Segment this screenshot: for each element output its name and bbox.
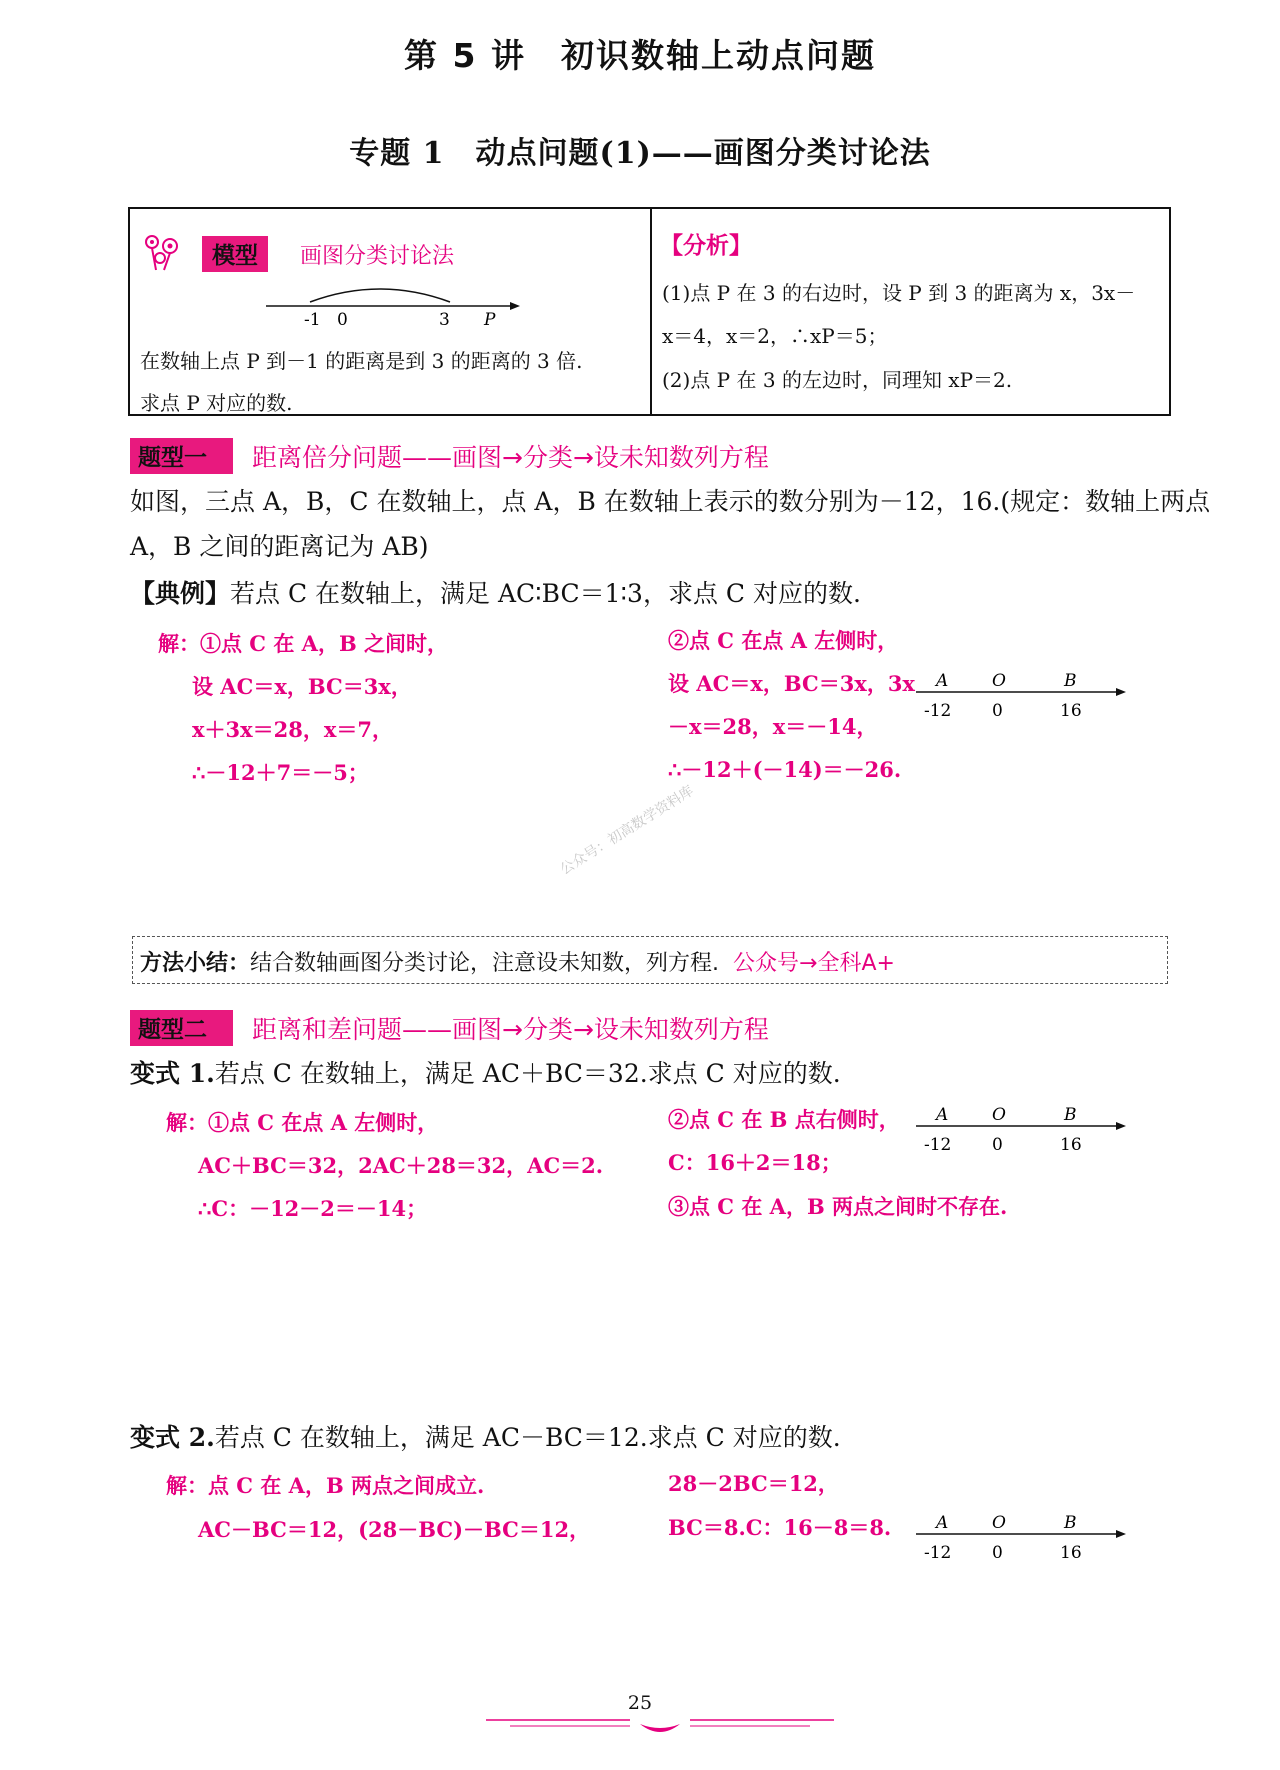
analysis-line-2: x＝4，x＝2，∴xP＝5； [662,324,888,348]
number-axis-1 [912,666,1132,726]
axis3-value-b: 16 [1060,1543,1082,1563]
type1-sol-left-3: x＋3x＝28，x＝7， [192,717,394,742]
axis3-point-o: O [992,1513,1006,1533]
axis1-point-o: O [992,671,1006,691]
type1-sol-left-2: 设 AC＝x，BC＝3x， [192,674,412,699]
analysis-line-1: (1)点 P 在 3 的右边时，设 P 到 3 的距离为 x，3x－ [662,281,1136,305]
axis2-value-o: 0 [992,1135,1003,1155]
method-summary [140,946,895,977]
v1-right-1: ②点 C 在 B 点右侧时， [668,1107,900,1132]
type1-sol-right-2: 设 AC＝x，BC＝3x，3x [668,671,915,696]
model-tick-3: 3 [439,310,450,328]
type1-tag: 题型一 [130,438,233,474]
axis3-value-o: 0 [992,1543,1003,1563]
example-text: 若点 C 在数轴上，满足 AC∶BC＝1∶3，求点 C 对应的数. [230,579,861,608]
method-label: 方法小结： [140,951,251,976]
variant1-text: 若点 C 在数轴上，满足 AC＋BC＝32.求点 C 对应的数. [214,1059,841,1088]
topic-title: 专题 1 动点问题(1)——画图分类讨论法 [349,136,931,171]
number-axis-2 [912,1100,1132,1160]
variant1 [130,1054,841,1090]
model-tag: 模型 [202,236,268,272]
analysis-title: 【分析】 [660,233,752,259]
axis2-point-o: O [992,1105,1006,1125]
variant1-label: 变式 1. [130,1059,215,1088]
model-point-p: P [484,310,496,328]
v1-right-2: C：16＋2＝18； [668,1150,842,1175]
analysis-line-3: (2)点 P 在 3 的左边时，同理知 xP＝2. [662,368,1013,392]
box-divider [650,207,652,416]
axis1-value-a: -12 [924,701,952,721]
type1-sol-right-1: ②点 C 在点 A 左侧时， [668,628,899,653]
axis1-point-a: A [936,671,949,691]
axis3-point-a: A [936,1513,949,1533]
v2-left-2: AC－BC＝12，(28－BC)－BC＝12， [198,1517,591,1542]
type1-sol-left-4: ∴－12＋7＝－5； [192,760,369,785]
method-text: 结合数轴画图分类讨论，注意设未知数，列方程. [250,951,720,976]
type2-title: 距离和差问题——画图→分类→设未知数列方程 [252,1015,769,1044]
v2-left-1: 解：点 C 在 A，B 两点之间成立. [166,1473,485,1498]
model-problem-line-2: 求点 P 对应的数. [140,391,293,415]
type1-sol-right-3: －x＝28，x＝－14， [668,714,878,739]
axis1-point-b: B [1064,671,1077,691]
axis2-point-a: A [936,1105,949,1125]
type1-sol-right-4: ∴－12＋(－14)＝－26. [668,757,902,782]
example-label: 【典例】 [130,579,231,608]
variant2 [130,1418,841,1454]
v1-left-1: 解：①点 C 在点 A 左侧时， [166,1110,439,1135]
type1-intro-line-1: 如图，三点 A，B，C 在数轴上，点 A，B 在数轴上表示的数分别为－12，16.(规定：数轴上两点 [130,487,1211,516]
axis3-point-b: B [1064,1513,1077,1533]
v1-left-3: ∴C：－12－2＝－14； [198,1196,428,1221]
model-problem-line-1: 在数轴上点 P 到－1 的距离是到 3 的距离的 3 倍. [140,349,583,373]
type1-title: 距离倍分问题——画图→分类→设未知数列方程 [252,443,769,472]
method-note: 公众号→全科A+ [733,951,895,976]
type1-sol-left-1: 解：①点 C 在 A，B 之间时， [158,631,449,656]
model-numberline [262,282,522,328]
type1-example [130,574,861,610]
v1-left-2: AC＋BC＝32，2AC＋28＝32，AC＝2. [198,1153,604,1178]
axis3-value-a: -12 [924,1543,952,1563]
variant2-label: 变式 2. [130,1423,215,1452]
axis2-value-a: -12 [924,1135,952,1155]
model-name: 画图分类讨论法 [300,244,455,269]
model-tick-0: 0 [337,310,348,328]
v2-right-2: BC＝8.C：16－8＝8. [668,1515,892,1540]
flower-icon [138,230,196,272]
axis1-value-b: 16 [1060,701,1082,721]
axis2-value-b: 16 [1060,1135,1082,1155]
watermark: 公众号：初高数学资料库 [557,782,697,879]
type1-intro-line-2: A，B 之间的距离记为 AB) [130,532,429,561]
variant2-text: 若点 C 在数轴上，满足 AC－BC＝12.求点 C 对应的数. [214,1423,841,1452]
v2-right-1: 28－2BC＝12， [668,1471,839,1496]
axis1-value-o: 0 [992,701,1003,721]
v1-right-3: ③点 C 在 A，B 两点之间时不存在. [668,1194,1008,1219]
type2-tag: 题型二 [130,1010,233,1046]
axis2-point-b: B [1064,1105,1077,1125]
page-number: 25 [627,1692,653,1714]
model-tick-neg1: -1 [304,310,321,328]
lecture-title: 第 5 讲 初识数轴上动点问题 [404,36,876,75]
number-axis-3 [912,1508,1132,1568]
